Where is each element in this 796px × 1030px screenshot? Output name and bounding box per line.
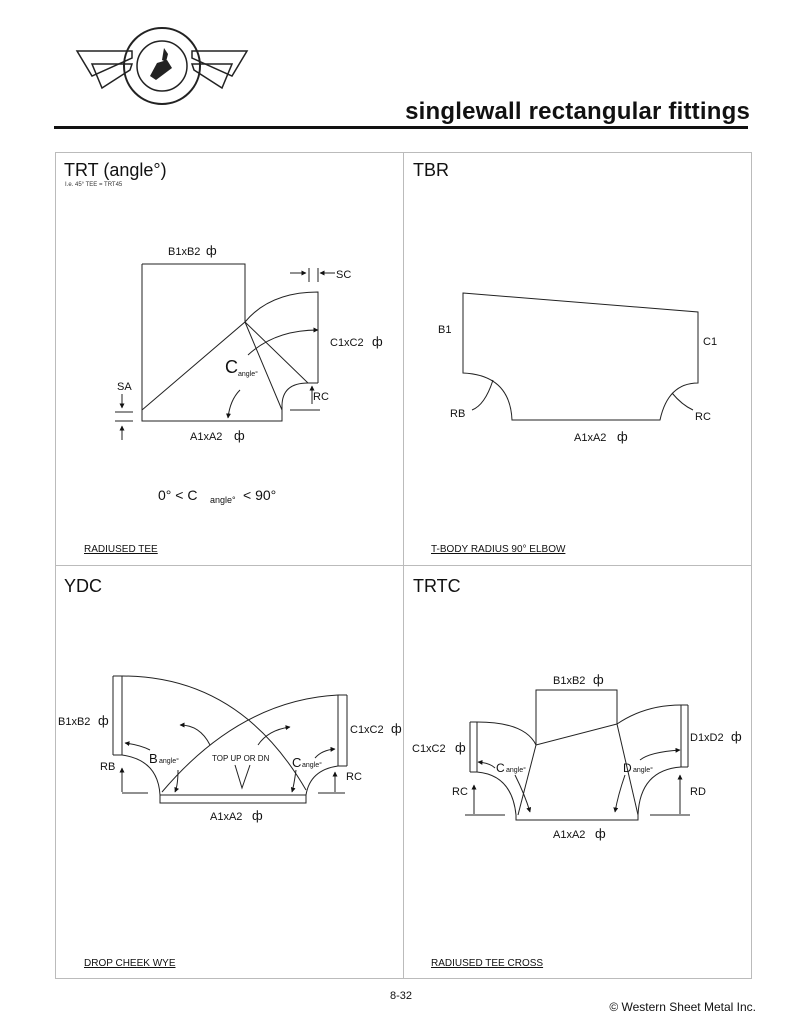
cell-title-ydc: YDC	[64, 576, 103, 596]
ydc-note: TOP UP OR DN	[212, 754, 270, 763]
caption-tbody-elbow: T-BODY RADIUS 90° ELBOW	[431, 544, 566, 555]
round-square-icon: ф	[455, 740, 466, 755]
trtc-label-cangle: C	[496, 761, 505, 775]
ydc-label-rb: RB	[100, 761, 116, 773]
ydc-label-rc: RC	[346, 771, 362, 783]
trtc-diagram	[465, 690, 690, 820]
round-square-icon: ф	[234, 428, 245, 443]
cell-title-tbr: TBR	[413, 160, 449, 180]
copyright: © Western Sheet Metal Inc.	[609, 1000, 756, 1014]
trtc-label-dangle: D	[623, 761, 632, 775]
ydc-diagram	[113, 676, 347, 803]
trtc-label-d: D1xD2	[690, 732, 724, 744]
tbr-diagram	[463, 293, 698, 420]
tbr-label-rb: RB	[450, 408, 466, 420]
tbr-label-rc: RC	[695, 411, 711, 423]
trt-formula-right: < 90°	[243, 487, 277, 503]
trt-label-angle: C	[225, 357, 238, 377]
trt-diagram	[115, 264, 335, 440]
trt-label-sc: SC	[336, 269, 352, 281]
ydc-label-c: C1xC2	[350, 724, 384, 736]
round-square-icon: ф	[391, 721, 402, 736]
round-square-icon: ф	[595, 826, 606, 841]
trtc-label-rc: RC	[452, 786, 468, 798]
caption-radiused-tee: RADIUSED TEE	[84, 544, 158, 555]
trt-label-angle-sub: angle°	[238, 371, 258, 378]
round-square-icon: ф	[617, 429, 628, 444]
trtc-dangle-sub: angle°	[633, 767, 653, 774]
ydc-label-b: B1xB2	[58, 716, 91, 728]
trt-label-c: C1xC2	[330, 337, 364, 349]
round-square-icon: ф	[206, 243, 217, 258]
ydc-label-cangle: C	[292, 755, 302, 770]
trtc-cangle-sub: angle°	[506, 767, 526, 774]
trt-label-b: B1xB2	[168, 246, 201, 258]
trt-label-a: A1xA2	[190, 431, 223, 443]
ydc-label-bangle: B	[149, 751, 158, 766]
round-square-icon: ф	[252, 808, 263, 823]
round-square-icon: ф	[593, 672, 604, 687]
caption-drop-cheek-wye: DROP CHEEK WYE	[84, 958, 176, 969]
trtc-label-b: B1xB2	[553, 675, 586, 687]
page-number: 8-32	[390, 990, 413, 1002]
cell-title-trtc: TRTC	[413, 576, 461, 596]
cell-title-trt: TRT (angle°)	[64, 160, 167, 180]
trtc-label-a: A1xA2	[553, 829, 586, 841]
ydc-bangle-sub: angle°	[159, 758, 179, 765]
cell-subtitle-trt: I.e. 45° TEE = TRT45	[65, 182, 123, 188]
page-title: singlewall rectangular fittings	[405, 98, 750, 125]
trtc-label-rd: RD	[690, 786, 706, 798]
ydc-cangle-sub: angle°	[302, 762, 322, 769]
trt-formula-left: 0° < C	[158, 487, 198, 503]
round-square-icon: ф	[372, 334, 383, 349]
tbr-label-a: A1xA2	[574, 432, 607, 444]
ydc-label-a: A1xA2	[210, 811, 243, 823]
trtc-label-c: C1xC2	[412, 743, 446, 755]
trt-formula-sub: angle°	[210, 495, 236, 505]
tbr-label-c: C1	[703, 336, 718, 348]
trt-label-rc: RC	[313, 391, 329, 403]
round-square-icon: ф	[98, 713, 109, 728]
tbr-label-b: B1	[438, 324, 452, 336]
round-square-icon: ф	[731, 729, 742, 744]
caption-radiused-tee-cross: RADIUSED TEE CROSS	[431, 958, 544, 969]
trt-label-sa: SA	[117, 381, 132, 393]
